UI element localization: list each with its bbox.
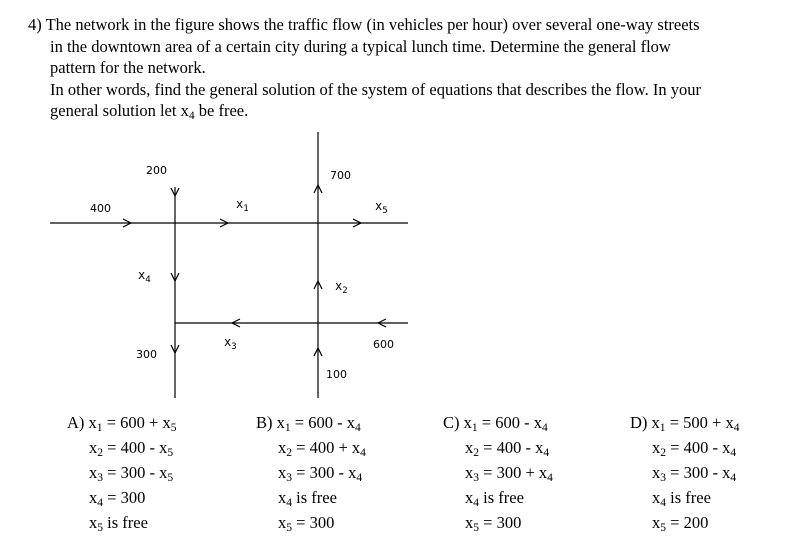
question-line-1: 4) The network in the figure shows the traffic flow (in vehicles per hour) over several one-way streets [28, 15, 700, 34]
choice-row: $x_3 = 300 + x_4$ [465, 463, 553, 484]
choice-row: $x_5 = 200$ [652, 513, 709, 534]
choice-row: B) $x_1 = 600 - x_4$ [256, 413, 361, 434]
choice-row: $x_3 = 300 - x_4$ [278, 463, 363, 484]
choice-row: $x_5 = 300$ [465, 513, 522, 534]
question-line-4: In other words, find the general solution of the system of equations that describes the flow. In your [50, 79, 701, 99]
label-x2: $x_2$ [335, 279, 348, 296]
label-x5: $x_5$ [375, 199, 388, 216]
choice-b[interactable] [256, 410, 366, 535]
choice-row: D) $x_1 = 500 + x_4$ [630, 413, 740, 434]
choice-d[interactable] [630, 410, 740, 535]
choice-row: $x_4$ is free [465, 488, 524, 509]
choice-row: $x_5 = 300$ [278, 513, 335, 534]
choice-row: $x_2 = 400 - x_4$ [465, 438, 550, 459]
label-x3: $x_3$ [224, 335, 237, 352]
question-line-3: pattern for the network. [50, 58, 206, 77]
label-100: 100 [326, 368, 347, 381]
choice-row: A) $x_1 = 600 + x_5$ [67, 413, 177, 434]
label-x1: $x_1$ [236, 197, 249, 214]
label-200: 200 [146, 164, 167, 177]
question-number: 4) [28, 15, 42, 34]
choice-c[interactable] [443, 410, 553, 535]
choice-row: $x_2 = 400 - x_5$ [89, 438, 174, 459]
label-300: 300 [136, 348, 157, 361]
choice-row: $x_5$ is free [89, 513, 148, 534]
label-600: 600 [373, 338, 394, 351]
choice-row: $x_4$ is free [278, 488, 337, 509]
question-line-5: general solution let $x_4$ be free. [50, 101, 249, 122]
choice-a[interactable] [67, 410, 177, 535]
choice-row: $x_4$ is free [652, 488, 711, 509]
label-700: 700 [330, 169, 351, 182]
label-x4: $x_4$ [138, 268, 151, 285]
choice-row: $x_2 = 400 + x_4$ [278, 438, 366, 459]
choice-row: C) $x_1 = 600 - x_4$ [443, 413, 548, 434]
label-400: 400 [90, 202, 111, 215]
choice-row: $x_2 = 400 - x_4$ [652, 438, 737, 459]
choice-row: $x_3 = 300 - x_4$ [652, 463, 737, 484]
question-line-2: in the downtown area of a certain city during a typical lunch time. Determine the general flow [50, 36, 671, 56]
choice-row: $x_4 = 300$ [89, 488, 146, 509]
choice-row: $x_3 = 300 - x_5$ [89, 463, 174, 484]
